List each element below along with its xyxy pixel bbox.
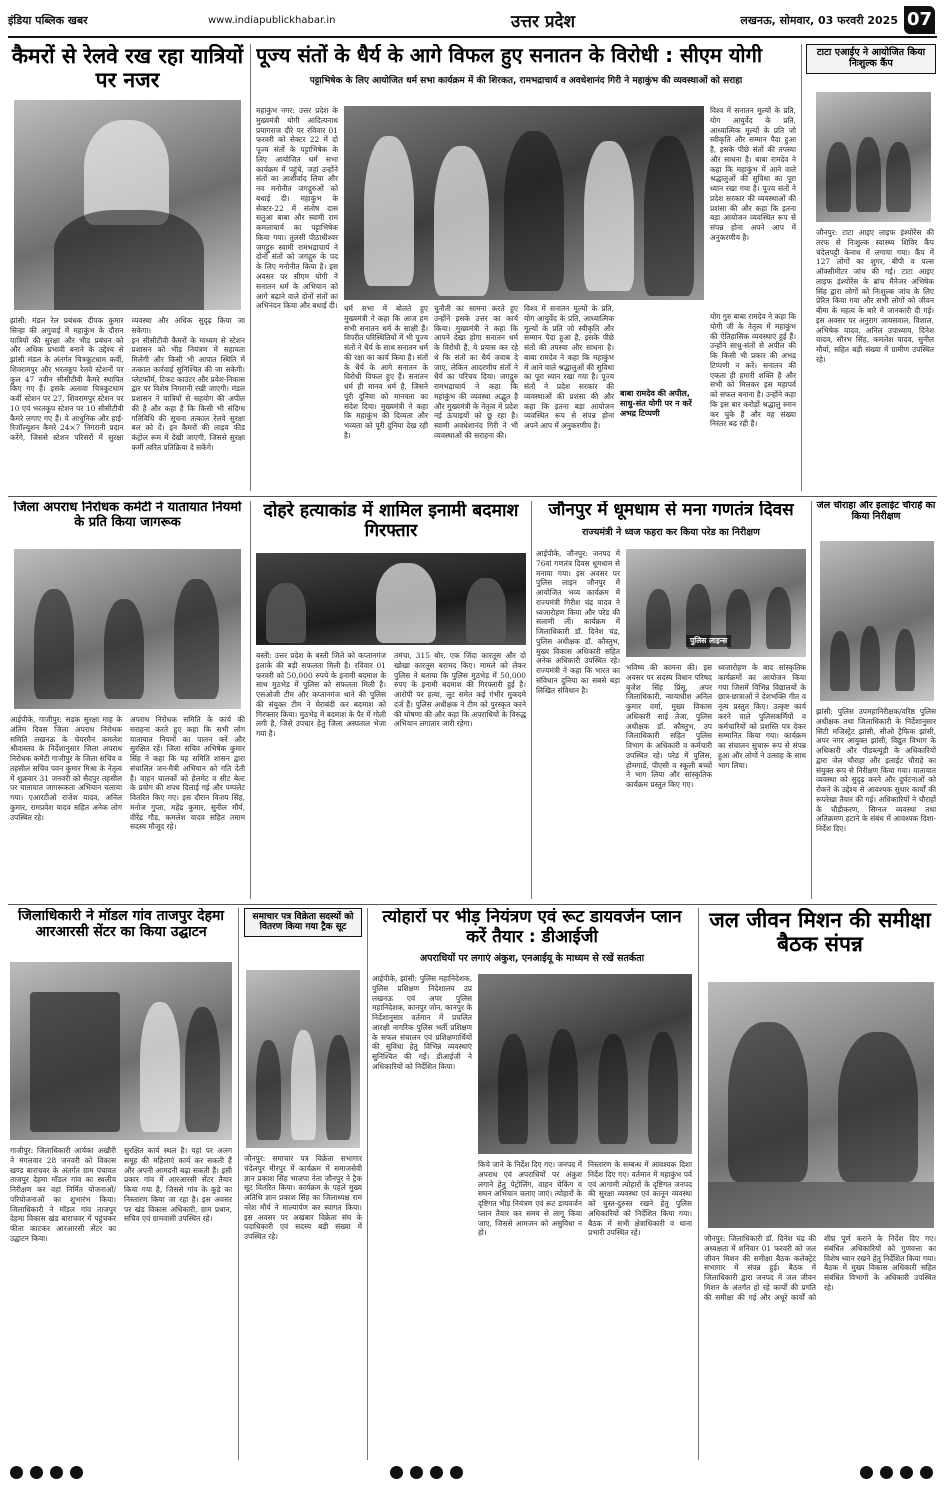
article-body-col5: विश्व में सनातन मूल्यों के प्रति, योग आयुर्वेद के प्रति, आध्यात्मिक मूल्यों के प्रति जो स्वीकृति और सम्मान पैदा हुआ है, इसके पीछे संतों की तपस्या और साधना है। बाबा रामदेव ने कहा कि महाकुंभ में आने वाले श्रद्धालुओं की सुविधा का पूरा ध्यान रखा गया है। पूज्य संतों ने प्रदेश सरकार की व्यवस्थाओं की प्रशंसा की और कहा कि इतना बड़ा आयोजन व्यवस्थित रूप से संपन्न होना अपने आप में अनुकरणीय है। <box>710 106 796 242</box>
article-body-col1: महाकुंभ नगर: उत्तर प्रदेश के मुख्यमंत्री योगी आदित्यनाथ प्रयागराज दौरे पर रविवार 01 फरवरी को सेक्टर 22 में दो पूज्य संतों के पट्टाभिषेक के लिए आयोजित धर्म सभा कार्यक्रम में पहुंचे, जहां उन्होंने संतों का आशीर्वाद लिया और नव मनोनीत जगद्गुरुओं को बधाई दी। महाकुंभ के सेक्टर-22 में संतोष दास सतुआ बाबा और स्वामी राम कमलाचार्य का पट्टाभिषेक किया गया। तुलसी पीठाधीश्वर जगद्गुरु स्वामी रामभद्राचार्य ने दोनों संतों को जगद्गुरु के पद के लिए मनोनीत किया है। इस अवसर पर सीएम योगी ने सनातन धर्म के अभियान को आगे बढ़ाने वाले दोनों संतों का अभिनंदन किया और बधाई दी। <box>256 106 338 311</box>
headline: जल जीवन मिशन की समीक्षा बैठक संपन्न <box>709 908 931 957</box>
photo-accused-police <box>256 553 526 645</box>
article-body-col2: अपराध निरोधक समिति के कार्य की सराहना करते हुए कहा कि सभी लोग यातायात नियमों का पालन करें और सुरक्षित रहें। जिला सचिव अभिषेक कुमार सिंह ने कहा कि यह समिति शासन द्वारा संचालित जन-मैत्री अभियान को गति देती है। वाहन चालकों को हेलमेट व सीट बेल्ट के प्रयोग की शपथ दिलाई गई और पम्पलेट वितरित किए गए। इस दौरान विजय सिंह, मनोज गुप्ता, महेंद्र कुमार, सुनील मौर्य, वीरेंद्र गौड़, कमलेश यादव सहित तमाम सदस्य मौजूद रहे। <box>130 715 245 832</box>
article-body-col1: बस्ती: उत्तर प्रदेश के बस्ती जिले को कप्तानगंज इलाके की बड़ी सफलता मिली है। रविवार 01 फरवरी को 50,000 रुपये के इनामी बदमाश के साथ मुठभेड़ में पुलिस को सफलता मिली है। एसओजी टीम और कप्तानगंज थाने की पुलिस की संयुक्त टीम ने घेराबंदी कर बदमाश को गिरफ्तार किया। मुठभेड़ में बदमाश के पैर में गोली लगी है, जिसे उपचार हेतु जिला अस्पताल भेजा गया है। <box>256 651 386 739</box>
page-number: 07 <box>904 6 935 34</box>
article-body-col2: तमंचा, 315 बोर, एक जिंदा कारतूस और दो खोखा कारतूस बरामद किए। मामले को लेकर पुलिस ने बताया कि पुलिस मुठभेड़ में 50,000 रुपए के इनामी बदमाश की गिरफ्तारी हुई है। आरोपी पर हत्या, लूट समेत कई गंभीर मुकदमे दर्ज हैं। पुलिस अधीक्षक ने टीम को पुरस्कृत करने की घोषणा की और कहा कि अपराधियों के विरुद्ध अभियान लगातार जारी रहेगा। <box>394 651 526 729</box>
photo-police-march <box>478 974 692 1154</box>
headline: जिलाधिकारी ने मॉडल गांव ताजपुर देहमा आरआरसी सेंटर का किया उद्घाटन <box>17 908 225 941</box>
section-title: उत्तर प्रदेश <box>510 11 576 32</box>
story-double-murder-arrest <box>256 501 526 899</box>
photo-flag-hoisting <box>626 549 806 657</box>
paper-name: इंडिया पब्लिक खबर <box>8 13 88 27</box>
photo-camp-group <box>816 92 931 222</box>
article-body-col1: गाजीपुर: जिलाधिकारी आर्यका अखौरी ने मंगलवार 28 जनवरी को विकास खण्ड बाराचवर के अंतर्गत ग्राम पंचायत ताजपुर देहमा मॉडल गांव का स्थलीय निरीक्षण कर वहां निर्मित योजनाओं/परियोजनाओं का शुभारंभ किया। जिलाधिकारी ने मॉडल गांव ताजपुर देहमा विकास खंड बाराचवर में पहुंचकर फीता काटकर आरआरसी सेंटर का उद्घाटन किया। <box>10 1146 116 1243</box>
article-body-col2: सुरक्षित कार्य स्थल है। यहां पर अलग समूह की महिलाएं कार्य कर सकती हैं और अपनी आमदनी बढ़ा सकती हैं। इसी प्रकार गांव में आरआरसी सेंटर तैयार किया गया है, जिससे गांव के कूड़े का निस्तारण किया जा रहा है। इस अवसर पर खंड विकास अधिकारी, ग्राम प्रधान, सचिव एवं ग्रामवासी उपस्थित रहे। <box>124 1146 232 1224</box>
subheadline: अपराधियों पर लगाएं अंकुश, एनआईयू के माध्यम से रखें सतर्कता <box>419 953 645 965</box>
footer-dots-left <box>10 1466 83 1486</box>
article-body-col1: आईपीके, गाजीपुर: सड़क सुरक्षा माह के अंतिम दिवस जिला अपराध निरोधक समिति लखनऊ के चेयरमैन कमलेश श्रीवास्तव के निर्देशानुसार जिला अपराध निरोधक कमेटी गाजीपुर के जिला सचिव व तहसील सचिव पवन कुमार मिश्रा के नेतृत्व में शुक्रवार 31 जनवरी को सैदपुर तहसील पर यातायात जागरूकता अभियान चलाया गया। एआरटीओ राजेश यादव, अनिल कुमार, रामप्रवेश यादव सहित अनेक लोग उपस्थित रहे। <box>10 715 122 822</box>
footer-dots-right <box>860 1466 933 1486</box>
headline: टाटा एआईए ने आयोजित किया निःशुल्क कैंप <box>806 44 936 74</box>
article-body: झांसी: पुलिस उपमहानिरीक्षक/वरिष्ठ पुलिस अधीक्षक तथा जिलाधिकारी के निर्देशानुसार सिटी मजिस्ट्रेट झांसी, सीओ ट्रैफिक झांसी, अपर नगर आयुक्त झांसी, विद्युत विभाग के अधिकारी और पीडब्ल्यूडी के अधिकारियों द्वारा जेल चौराहा और इलाईट चौराहे का संयुक्त रूप से निरीक्षण किया गया। यातायात व्यवस्था को सुदृढ़ करने और दुर्घटनाओं को रोकने के उद्देश्य से आवश्यक सुधार कार्यों की रूपरेखा तैयार की गई। अधिकारियों ने चौराहों के चौड़ीकरण, सिग्नल व्यवस्था तथा अतिक्रमण हटाने के संबंध में आवश्यक दिशा-निर्देश दिए। <box>816 707 936 834</box>
masthead <box>8 4 937 38</box>
issue-date: लखनऊ, सोमवार, 03 फरवरी 2025 <box>740 13 898 27</box>
article-body: झांसी: मंडल रेल प्रबंधक दीपक कुमार सिन्हा की अगुवाई में महाकुंभ के दौरान यात्रियों की सुरक्षा और भीड़ प्रबंधन को और अधिक प्रभावी बनाने के उद्देश्य से झांसी मंडल के अंतर्गत चित्रकूटधाम कर्वी, शिवरामपुर और भरतकूप रेलवे स्टेशनों पर कुल 47 नवीन सीसीटीवी कैमरे स्थापित किए गए हैं। इसके अलावा चित्रकूटधाम कर्वी स्टेशन पर 27, शिवरामपुर स्टेशन पर 10 एवं भरतकूप स्टेशन पर 10 सीसीटीवी कैमरे लगाए गए हैं। ये आधुनिक और हाई-रिजॉल्यूशन कैमरे 24×7 निगरानी प्रदान करेंगे, जिससे स्टेशन परिसरों में सुरक्षा व्यवस्था और अधिक सुदृढ़ किया जा सकेगा। इन सीसीटीवी कैमरों के माध्यम से स्टेशन प्रशासन को भीड़ नियंत्रण में सहायता मिलेगी और किसी भी आपात स्थिति में तत्काल कार्रवाई सुनिश्चित की जा सकेगी। प्लेटफॉर्म, टिकट काउंटर और प्रवेश-निकास द्वार पर विशेष निगरानी रखी जाएगी। मंडल प्रशासन ने यात्रियों से सहयोग की अपील की है और कहा है कि किसी भी संदिग्ध गतिविधि की सूचना तत्काल रेलवे सुरक्षा बल को दें। इन कैमरों की लाइव फीड कंट्रोल रूम में देखी जाएगी, जिससे सुरक्षा कर्मी त्वरित प्रतिक्रिया दे सकेंगे। <box>10 316 245 452</box>
story-cm-yogi <box>256 44 796 491</box>
headline: जौनपुर में धूमधाम से मना गणतंत्र दिवस <box>548 501 794 520</box>
headline: कैमरों से रेलवे रख रहा यात्रियों पर नजर <box>11 44 244 93</box>
photo-review-meeting <box>708 982 934 1228</box>
article-body-col4: विश्व में सनातन मूल्यों के प्रति, योग आयुर्वेद के प्रति, आध्यात्मिक मूल्यों के प्रति जो स्वीकृति और सम्मान पैदा हुआ है, इसके पीछे संतों की तपस्या और साधना है। बाबा रामदेव ने कहा कि महाकुंभ में आने वाले श्रद्धालुओं की सुविधा का पूरा ध्यान रखा गया है। पूज्य संतों ने प्रदेश सरकार की व्यवस्थाओं की प्रशंसा की और कहा कि इतना बड़ा आयोजन व्यवस्थित रूप से संपन्न होना अपने आप में अनुकरणीय है। <box>524 304 614 431</box>
story-republic-day <box>536 501 806 899</box>
story-dig-festival-plan <box>372 908 692 1460</box>
photo-official-desk <box>14 100 241 310</box>
article-body-col3: चुनौती का सामना करते हुए उन्होंने इसके उत्तर का कार्य किया। मुख्यमंत्री ने कहा कि आपने देखा होगा सनातन धर्म के विरोधी हैं, ये प्रयास कर रहे थे कि संतों का धैर्य जवाब दे जाए, लेकिन आदरणीय संतों ने धैर्य का परिचय दिया। जगद्गुरु रामभद्राचार्य ने कहा कि महाकुंभ की व्यवस्था अद्भुत है और मुख्यमंत्री के नेतृत्व में प्रदेश नई ऊंचाइयों को छू रहा है। स्वामी अवधेशानंद गिरी ने भी व्यवस्थाओं की सराहना की। <box>434 304 518 440</box>
article-body: जौनपुर: जिलाधिकारी डॉ. दिनेश चंद्र की अध्यक्षता में शनिवार 01 फरवरी को जल जीवन मिशन की समीक्षा बैठक कलेक्ट्रेट सभागार में संपन्न हुई। बैठक में जिलाधिकारी द्वारा जनपद में जल जीवन मिशन के अंतर्गत हो रहे कार्यों की प्रगति की समीक्षा की गई और अधूरे कार्यों को शीघ्र पूर्ण कराने के निर्देश दिए गए। संबंधित अधिकारियों को गुणवत्ता का विशेष ध्यान रखने हेतु निर्देशित किया गया। बैठक में मुख्य विकास अधिकारी सहित संबंधित विभागों के अधिकारी उपस्थित रहे। <box>704 1234 936 1302</box>
article-body-col2: किये जाने के निर्देश दिए गए। जनपद में अपराध एवं अपराधियों पर अंकुश लगाने हेतु पेट्रोलिंग, वाहन चेकिंग व सघन अभियान चलाए जाएं। त्योहारों के दृष्टिगत भीड़ नियंत्रण एवं रूट डायवर्जन प्लान तैयार कर समय से लागू किया जाए, जिससे आमजन को असुविधा न हो। <box>478 1160 582 1238</box>
photo-dharma-sabha <box>344 106 704 300</box>
photo-inauguration <box>10 962 232 1140</box>
story-tata-aia-camp <box>806 44 936 491</box>
subheadline: राज्यमंत्री ने ध्वज फहरा कर किया परेड का निरीक्षण <box>582 526 760 538</box>
article-body-col2: भविष्य की कामना की। इस अवसर पर सदस्य विधान परिषद बृजेश सिंह प्रिंसू, अपर जिलाधिकारी, न्यायाधीश अनिल कुमार वर्मा, मुख्य विकास अधिकारी साई तेजा, पुलिस अधीक्षक डॉ. कौस्तुभ, उप जिलाधिकारी सहित पुलिस विभाग के अधिकारी व कर्मचारी उपस्थित रहे। परेड में पुलिस, होमगार्ड, पीएसी व स्कूली बच्चों ने भाग लिया और सांस्कृतिक कार्यक्रम प्रस्तुत किए गए। <box>626 663 712 790</box>
footer-dots-center <box>390 1466 463 1486</box>
photo-distribution <box>246 970 360 1148</box>
headline: दोहरे हत्याकांड में शामिल इनामी बदमाश गिरफ्तार <box>263 501 519 542</box>
article-body: जौनपुर: टाटा आइए लाइफ इंश्योरेंस की तरफ से निःशुल्क स्वास्थ्य शिविर कैंप चंदेलपट्टी केनाथ में लगाया गया। कैंप में 127 लोगों का शुगर, बीपी व पल्स ऑक्सीमीटर जांच की गई। टाटा आइए लाइफ इंश्योरेंस के ब्रांच मैनेजर अभिषेक सिंह द्वारा लोगों को निःशुल्क जांच के लिए प्रेरित किया गया और सभी लोगों को जीवन बीमा के महत्व के बारे में जानकारी दी गई। इस अवसर पर अनुराग जायसवाल, विशाल, अभिषेक यादव, अनिल उपाध्याय, दिनेश यादव, सौरभ सिंह, कमलेश यादव, सुनील मौर्या, सहित बड़ी संख्या में ग्रामीण उपस्थित रहे। <box>816 228 934 364</box>
article-body-col3: ध्वजारोहण के बाद सांस्कृतिक कार्यक्रमों का आयोजन किया गया जिसमें विभिन्न विद्यालयों के छात्र-छात्राओं ने देशभक्ति गीत व नृत्य प्रस्तुत किए। उत्कृष्ट कार्य करने वाले पुलिसकर्मियों व कर्मचारियों को प्रशस्ति पत्र देकर सम्मानित किया गया। कार्यक्रम का संचालन सुचारू रूप से संपन्न हुआ और लोगों ने उत्साह के साथ भाग लिया। <box>718 663 806 770</box>
headline: समाचार पत्र विक्रेता सदस्यों को वितरण किया गया ट्रैक सूट <box>244 908 362 937</box>
story-track-suit <box>244 908 362 1460</box>
photo-awareness-drive <box>14 549 241 709</box>
headline: पूज्य संतों के धैर्य के आगे विफल हुए सनातन के विरोधी : सीएम योगी <box>256 44 763 67</box>
article-body-col6: योग गुरु बाबा रामदेव ने कहा कि योगी जी के नेतृत्व में महाकुंभ की ऐतिहासिक व्यवस्थाएं हुई हैं। उन्होंने साधु-संतों से अपील की कि किसी भी प्रकार की अभद्र टिप्पणी न करें। सनातन की एकता ही हमारी शक्ति है और सभी को मिलकर इस महापर्व को सफल बनाना है। उन्होंने कहा कि इस बार करोड़ों श्रद्धालु स्नान कर चुके हैं और यह संख्या निरंतर बढ़ रही है। <box>710 312 796 429</box>
headline: त्योहारों पर भीड़ नियंत्रण एवं रूट डायवर्जन प्लान करें तैयार : डीआईजी <box>382 908 682 947</box>
article-body-col1: आईपीके, झांसी: पुलिस महानिदेशक, पुलिस प्रशिक्षण निदेशालय उप्र लखनऊ एवं अपर पुलिस महानिदेशक, कानपुर जोन, कानपुर के निर्देशानुसार वर्तमान में प्रचलित आरक्षी नागरिक पुलिस भर्ती प्रशिक्षण के सफल संचालन एवं प्रशिक्षणार्थियों की सुविधा हेतु विभिन्न व्यवस्थाएं सुनिश्चित की गईं। डीआईजी ने अधिकारियों को निर्देशित किया। <box>372 974 472 1071</box>
story-chowk-inspection <box>816 501 936 899</box>
subheadline: पट्टाभिषेक के लिए आयोजित धर्म सभा कार्यक्रम में की शिरकत, रामभद्राचार्य व अवधेशानंद गिरी ने महाकुंभ की व्यवस्थाओं को सराहा <box>309 76 743 86</box>
story-railway-cameras <box>10 44 245 491</box>
article-body: जौनपुर: समाचार पत्र विक्रेता सभागार चंदेलपुर मीरपुर में कार्यक्रम में समाजसेवी ज्ञान प्रकाश सिंह भाजपा नेता जौनपुर ने ट्रैक सूट वितरित किया। कार्यक्रम के पहले मुख्य अतिथि ज्ञान प्रकाश सिंह का जिलाध्यक्ष राम नरेश मौर्य ने माल्यार्पण कर स्वागत किया। इस अवसर पर अखबार विक्रेता संघ के पदाधिकारी एवं सदस्य बड़ी संख्या में उपस्थित रहे। <box>244 1154 362 1242</box>
article-body-col2: धर्म सभा में बोलते हुए मुख्यमंत्री ने कहा कि आज हम सभी सनातन धर्म के साक्षी हैं। विपरीत परिस्थितियों में भी पूज्य संतों ने धैर्य के साथ सनातन धर्म की रक्षा का कार्य किया है। संतों के धैर्य के आगे सनातन के विरोधी विफल हुए हैं। सनातन धर्म ही मानव धर्म है, जिसने पूरी दुनिया को मानवता का संदेश दिया। मुख्यमंत्री ने कहा कि महाकुंभ की दिव्यता और भव्यता को पूरी दुनिया देख रही है। <box>344 304 428 440</box>
headline: जेल चौराहा और इलाईट चौराहे का किया निरीक्षण <box>816 501 936 522</box>
story-traffic-awareness <box>10 501 245 899</box>
article-body-col1: आईपीके, जौनपुर: जनपद में 76वां गणतंत्र दिवस धूमधाम से मनाया गया। इस अवसर पर पुलिस लाइन जौनपुर में आयोजित भव्य कार्यक्रम में राज्यमंत्री गिरीश चंद्र यादव ने ध्वजारोहण किया और परेड की सलामी ली। कार्यक्रम में जिलाधिकारी डॉ. दिनेश चंद्र, पुलिस अधीक्षक डॉ. कौस्तुभ, मुख्य विकास अधिकारी सहित अनेक अधिकारी उपस्थित रहे। राज्यमंत्री ने कहा कि भारत का संविधान दुनिया का सबसे बड़ा लिखित संविधान है। <box>536 549 620 695</box>
story-jal-jeevan-mission <box>704 908 936 1460</box>
paper-url[interactable]: www.indiapublickhabar.in <box>208 14 336 26</box>
photo-inspection <box>820 541 934 701</box>
photo-caption: पुलिस लाइन्स <box>686 635 731 647</box>
headline: जिला अपराध निरोधक कमेटी ने यातायात नियमों के प्रति किया जागरूक <box>13 501 242 530</box>
pull-heading: बाबा रामदेव की अपील, साधु-संत योगी पर न करें अभद्र टिप्पणी <box>620 389 692 418</box>
article-body-col3: निस्तारण के सम्बन्ध में आवश्यक दिशा निर्देश दिए गए। वर्तमान में महाकुंभ पर्व एवं आगामी त्योहारों के दृष्टिगत जनपद की सुरक्षा व्यवस्था एवं कानून व्यवस्था को चुस्त-दुरुस्त रखने हेतु पुलिस अधिकारियों को निर्देशित किया गया। बैठक में सभी क्षेत्राधिकारी व थाना प्रभारी उपस्थित रहे। <box>588 1160 692 1238</box>
story-model-village <box>10 908 232 1460</box>
